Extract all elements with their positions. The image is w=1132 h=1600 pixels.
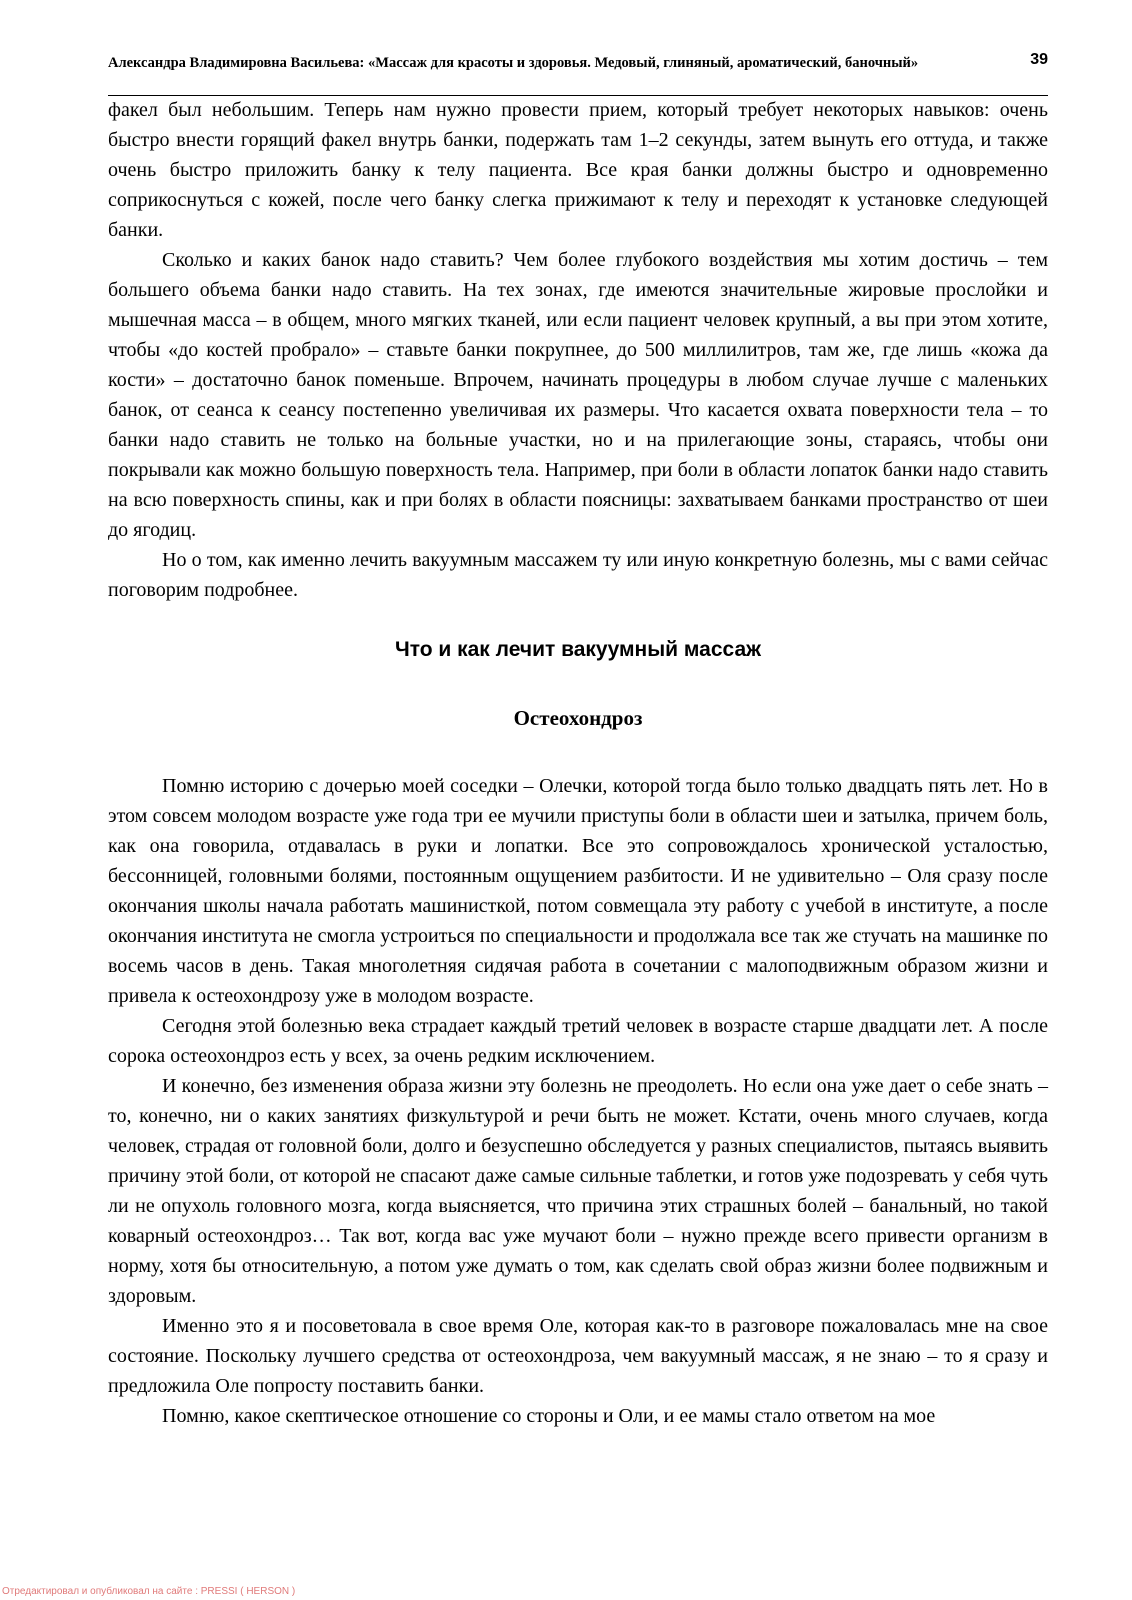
paragraph: И конечно, без изменения образа жизни эту болезнь не преодолеть. Но если она уже дает о себе знать – то, конечно, ни о каких занятиях физкультурой и речи быть не может. Кстати, очень много случаев, когда человек, страдая от головной боли, долго и безуспешно обследуется у разных специалистов, пытаясь выявить причину этой боли, от которой не спасают даже самые сильные таблетки, и готов уже подозревать у себя чуть ли не опухоль головного мозга, когда выясняется, что причина этих страшных болей – банальный, но такой коварный остеохондроз… Так вот, когда вас уже мучают боли – нужно прежде всего привести организм в норму, хотя бы относительную, а потом уже думать о том, как сделать свой образ жизни более подвижным и здоровым. [108,1075,1048,1307]
page-header [108,51,1048,96]
page-content [108,95,1048,1431]
paragraph: Но о том, как именно лечить вакуумным массажем ту или иную конкретную болезнь, мы с вами сейчас поговорим подробнее. [108,549,1048,601]
paragraph: Сегодня этой болезнью века страдает каждый третий человек в возрасте старше двадцати лет. А после сорока остеохондроз есть у всех, за очень редким исключением. [108,1015,1048,1067]
paragraph: Сколько и каких банок надо ставить? Чем более глубокого воздействия мы хотим достичь – тем большего объема банки надо ставить. На тех зонах, где имеются значительные жировые прослойки и мышечная масса – в общем, много мягких тканей, или если пациент человек крупный, а вы при этом хотите, чтобы «до костей пробрало» – ставьте банки покрупнее, до 500 миллилитров, там же, где лишь «кожа да кости» – достаточно банок поменьше. Впрочем, начинать процедуры в любом случае лучше с маленьких банок, от сеанса к сеансу постепенно увеличивая их размеры. Что касается охвата поверхности тела – то банки надо ставить не только на больные участки, но и на прилегающие зоны, стараясь, чтобы они покрывали как можно большую поверхность тела. Например, при боли в области лопаток банки надо ставить на всю поверхность спины, как и при болях в области поясницы: захватываем банками пространство от шеи до ягодиц. [108,249,1048,541]
publisher-note: Отредактировал и опубликовал на сайте : PRESSI ( HERSON ) [2,1586,296,1597]
paragraph: факел был небольшим. Теперь нам нужно провести прием, который требует некоторых навыков: очень быстро внести горящий факел внутрь банки, подержать там 1–2 секунды, затем вынуть его оттуда, и также очень быстро приложить банку к телу пациента. Все края банки должны быстро и одновременно соприкоснуться с кожей, после чего банку слегка прижимают к телу и переходят к установке следующей банки. [108,99,1048,241]
book-title: Александра Владимировна Васильева: «Массаж для красоты и здоровья. Медовый, глиняный, ароматический, баночный» [108,55,919,71]
paragraph: Именно это я и посоветовала в свое время Оле, которая как-то в разговоре пожаловалась мне на свое состояние. Поскольку лучшего средства от остеохондроза, чем вакуумный массаж, я не знаю – то я сразу и предложила Оле попросту поставить банки. [108,1315,1048,1397]
subsection-heading: Остеохондроз [513,706,643,730]
page-number: 39 [1030,51,1048,68]
section-heading: Что и как лечит вакуумный массаж [394,638,762,661]
paragraph: Помню, какое скептическое отношение со стороны и Оли, и ее мамы стало ответом на мое [162,1405,936,1427]
paragraph: Помню историю с дочерью моей соседки – Олечки, которой тогда было только двадцать пять лет. Но в этом совсем молодом возрасте уже года три ее мучили приступы боли в области шеи и затылка, причем боль, как она говорила, отдавалась в руки и лопатки. Все это сопровождалось хронической усталостью, бессонницей, головными болями, постоянным ощущением разбитости. И не удивительно – Оля сразу после окончания школы начала работать машинисткой, потом совмещала эту работу с учебой в институте, а после окончания института не смогла устроиться по специальности и продолжала все так же стучать на машинке по восемь часов в день. Такая многолетняя сидячая работа в сочетании с малоподвижным образом жизни и привела к остеохондрозу уже в молодом возрасте. [108,775,1048,1007]
